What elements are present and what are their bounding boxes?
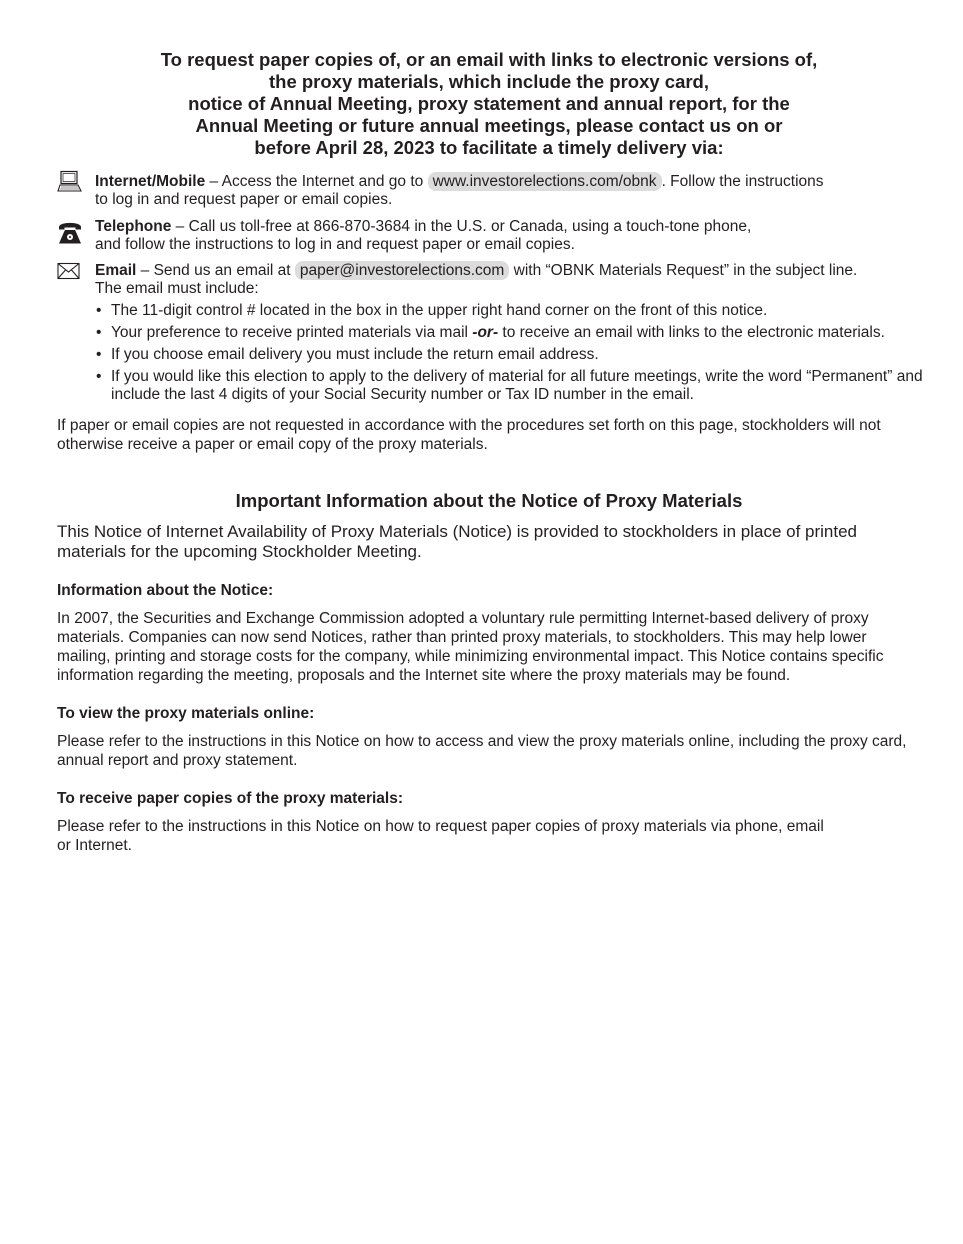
- email-label: Email: [95, 262, 137, 279]
- list-item: [95, 324, 927, 342]
- paper-copies-line: or Internet.: [57, 837, 132, 854]
- paper-copies-line: Please refer to the instructions in this Notice on how to request paper copies of proxy materials via phone, email: [57, 818, 824, 835]
- internet-label: Internet/Mobile: [95, 173, 206, 190]
- request-heading-line: notice of Annual Meeting, proxy statement and annual report, for the: [188, 93, 790, 114]
- list-item-emphasis: -or-: [472, 324, 499, 341]
- telephone-method: [57, 218, 927, 254]
- telephone-label: Telephone: [95, 218, 172, 235]
- paper-copies-title: To receive paper copies of the proxy materials:: [57, 790, 404, 807]
- internet-line2: to log in and request paper or email copies.: [95, 191, 393, 208]
- internet-method: [57, 173, 927, 209]
- list-item: • The 11-digit control # located in the box in the upper right hand corner on the front of this notice.: [95, 302, 927, 320]
- envelope-icon: [57, 262, 81, 285]
- paper-copies-paragraph: [57, 817, 923, 855]
- email-line2: The email must include:: [95, 280, 259, 297]
- request-heading-line: Annual Meeting or future annual meetings, please contact us on or: [195, 115, 783, 136]
- list-item: • If you would like this election to apply to the delivery of material for all future meetings, write the word “Permanent” and include the last 4 digits of your Social Security number or Tax ID number in the email.: [95, 368, 927, 404]
- email-text-after: with “OBNK Materials Request” in the subject line.: [509, 262, 858, 279]
- about-notice-title: Information about the Notice:: [57, 582, 274, 599]
- request-heading-line: before April 28, 2023 to facilitate a timely delivery via:: [254, 137, 724, 158]
- info-intro-paragraph: This Notice of Internet Availability of Proxy Materials (Notice) is provided to stockholders in place of printed materials for the upcoming Stockholder Meeting.: [57, 522, 857, 561]
- list-item: • If you choose email delivery you must include the return email address.: [95, 346, 927, 364]
- email-text: – Send us an email at: [136, 262, 295, 279]
- email-method: [57, 262, 927, 408]
- email-address-link[interactable]: paper@investorelections.com: [295, 261, 509, 280]
- internet-url-link[interactable]: www.investorelections.com/obnk: [428, 172, 662, 191]
- view-online-title: To view the proxy materials online:: [57, 705, 315, 722]
- telephone-line2: and follow the instructions to log in and request paper or email copies.: [95, 236, 575, 253]
- internet-text-after: . Follow the instructions: [661, 173, 824, 190]
- view-online-paragraph: Please refer to the instructions in this Notice on how to access and view the proxy materials online, including the proxy card, annual report and proxy statement.: [57, 733, 907, 769]
- email-requirements-list: [95, 302, 927, 404]
- list-item-text: to receive an email with links to the electronic materials.: [498, 324, 885, 341]
- telephone-icon: [57, 220, 85, 251]
- request-heading-line: the proxy materials, which include the proxy card,: [268, 71, 710, 92]
- request-heading: [57, 49, 921, 159]
- computer-icon: [57, 170, 83, 199]
- not-requested-paragraph: If paper or email copies are not requested in accordance with the procedures set forth on this page, stockholders will not otherwise receive a paper or email copy of the proxy materials.: [57, 417, 881, 453]
- request-heading-line: To request paper copies of, or an email with links to electronic versions of,: [160, 49, 818, 70]
- about-notice-paragraph: In 2007, the Securities and Exchange Commission adopted a voluntary rule permitting Internet-based delivery of proxy materials. Companies can now send Notices, rather than printed proxy materials, to stockholders. This may help lower mailing, printing and storage costs for the company, while minimizing environmental impact. This Notice contains specific information regarding the meeting, proposals and the Internet site where the proxy materials may be found.: [57, 610, 884, 684]
- info-section-heading: Important Information about the Notice of Proxy Materials: [235, 490, 743, 511]
- telephone-text: – Call us toll-free at 866-870-3684 in the U.S. or Canada, using a touch-tone phone,: [171, 218, 752, 235]
- internet-text: – Access the Internet and go to: [205, 173, 428, 190]
- list-item-text: Your preference to receive printed materials via mail: [111, 324, 473, 341]
